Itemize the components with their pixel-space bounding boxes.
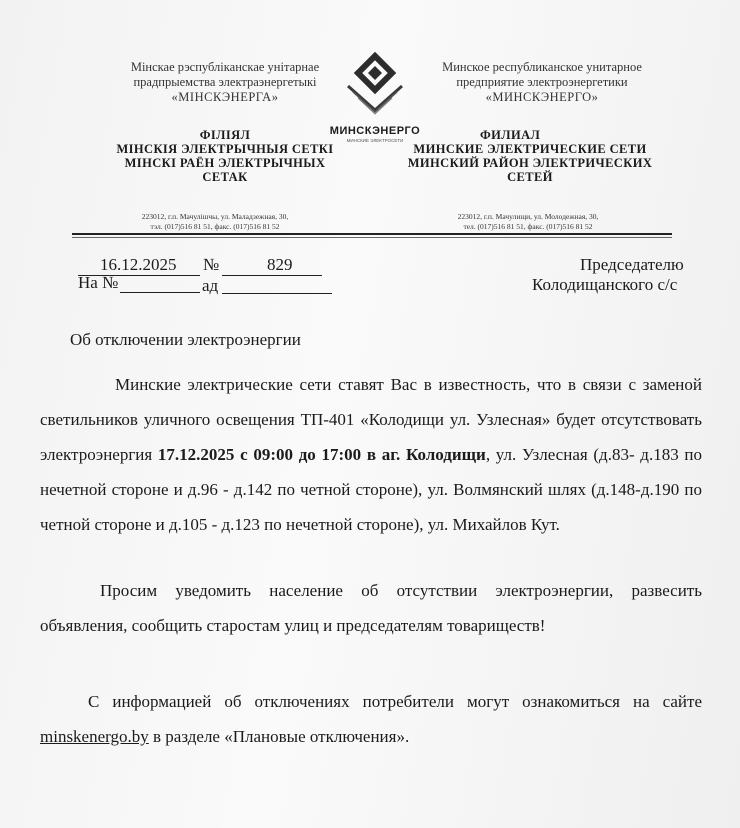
body-paragraph-2	[40, 573, 702, 643]
number-underline	[222, 275, 322, 276]
branch-line-2-ru: МИНСКИЕ ЭЛЕКТРИЧЕСКИЕ СЕТИ	[413, 142, 647, 156]
org-name-ru: «МИНСКЭНЕРГО»	[485, 90, 599, 104]
org-line-2-be: прадпрыемства электраэнергетыкі	[133, 75, 317, 89]
reference-from-label: ад	[202, 276, 219, 295]
reference-underline	[120, 292, 200, 293]
org-name-be: «МІНСКЭНЕРГА»	[171, 90, 279, 104]
p1-text-1: Минские электрические сети ставят Вас в известность, что в связи с заменой светильников уличного освещения ТП-401 «Колодищи ул. Узлесная» будет отсутствовать электроэнергия	[40, 375, 702, 464]
org-line-2-ru: предприятие электроэнергетики	[456, 75, 628, 89]
outgoing-number: 829	[267, 255, 293, 274]
reference-from-underline	[222, 293, 332, 294]
org-line-1-ru: Минское республиканское унитарное	[442, 60, 642, 74]
address-line-2-ru: тел. (017)516 81 51, факс. (017)516 81 52	[463, 222, 593, 231]
letterhead-divider	[72, 233, 672, 235]
letter-subject: Об отключении электроэнергии	[70, 330, 301, 349]
body-paragraph-1	[40, 367, 702, 542]
recipient-line-1: Председателю	[580, 255, 684, 274]
org-line-1-be: Мінскае рэспубліканскае унітарнае	[130, 60, 320, 74]
address-line-1-be: 223012, г.п. Мачулішчы, ул. Маладзежная, 30,	[141, 212, 289, 221]
p1-text-2: , ул. Узлесная (д.83- д.183 по нечетной стороне и д.96 - д.142 по четной стороне), ул. Волмянский шлях (д.148-д.190 по четной стороне и д.105 - д.123 по нечетной стороне), ул. Михайлов Кут.	[40, 445, 702, 534]
branch-line-4-ru: СЕТЕЙ	[507, 170, 553, 184]
letterhead-divider-thin	[72, 237, 672, 238]
branch-line-1-be: ФІЛІЯЛ	[199, 128, 251, 142]
address-left	[65, 212, 365, 232]
logo-wordmark: МИНСКЭНЕРГО	[329, 125, 421, 137]
outage-date-time-place: 17.12.2025 с 09:00 до 17:00 в аг. Колодищи	[157, 445, 486, 464]
logo-subtext: МИНСКИЕ ЭЛЕКТРОСЕТИ	[346, 138, 404, 143]
branch-line-4-be: СЕТАК	[202, 170, 248, 184]
number-label: №	[203, 255, 220, 274]
branch-line-3-be: МІНСКІ РАЁН ЭЛЕКТРЫЧНЫХ	[124, 156, 326, 170]
letterhead-right	[392, 60, 692, 105]
address-line-2-be: тэл. (017)516 81 51, факс. (017)516 81 52	[150, 222, 280, 231]
p2-text: Просим уведомить население об отсутствии электроэнергии, развесить объявления, сообщить старостам улиц и председателям товариществ!	[40, 581, 702, 635]
reference-label: На №	[78, 273, 119, 292]
branch-line-1-ru: ФИЛИАЛ	[480, 128, 541, 142]
website-link[interactable]: minskenergo.by	[40, 727, 149, 746]
p3-text-1: С информацией об отключениях потребители могут ознакомиться на сайте	[88, 692, 702, 711]
branch-line-3-ru: МИНСКИЙ РАЙОН ЭЛЕКТРИЧЕСКИХ	[407, 156, 653, 170]
outgoing-date: 16.12.2025	[100, 255, 177, 274]
branch-right	[380, 128, 680, 184]
address-right	[378, 212, 678, 232]
p3-text-2: в разделе «Плановые отключения».	[148, 727, 410, 746]
body-paragraph-3	[40, 684, 702, 754]
address-line-1-ru: 223012, г.п. Мачулищи, ул. Молодежная, 30,	[457, 212, 599, 221]
branch-line-2-be: МІНСКІЯ ЭЛЕКТРЫЧНЫЯ СЕТКІ	[116, 142, 334, 156]
recipient-line-2: Колодищанского с/с	[532, 275, 678, 294]
